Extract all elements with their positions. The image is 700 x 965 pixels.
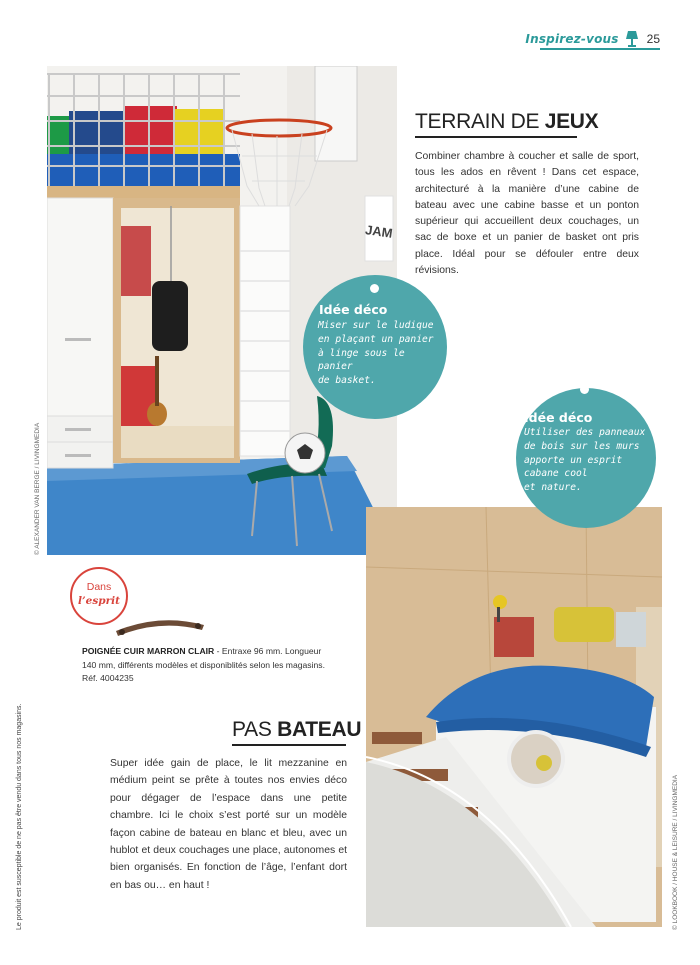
page-header	[525, 30, 660, 48]
tip2-line: Utiliser des panneaux	[524, 427, 646, 438]
lamp-icon	[625, 30, 639, 48]
legal-notice: Le produit est susceptible de ne pas être vendu dans tous nos magasins.	[16, 703, 23, 930]
page-number: 25	[646, 32, 660, 46]
tip1-line: en plaçant un panier	[318, 333, 434, 345]
badge-line1: Dans	[86, 581, 112, 593]
jam-sign-text: JAM	[364, 222, 394, 241]
article2-title	[232, 718, 361, 742]
article2-body: Super idée gain de place, le lit mezzanine en médium peint se prête à toutes nos envies déco pour dégager de l’espace dans une petite chambre. Ici le choix s’est porté sur un modèle façon cabine de bateau en blanc et bleu, avec un hublot et deux couchages une place, autonomes et bien organisés. En fonction de l’âge, l’enfant dort en bas ou… en haut !	[110, 758, 347, 891]
article1-title-rule	[415, 136, 577, 138]
tip1-text	[318, 319, 440, 388]
cabin-bed-photo	[366, 507, 662, 927]
article2-title-rule	[232, 744, 346, 746]
tip2-title: Idée déco	[524, 410, 593, 425]
tip1-line: de basket.	[318, 375, 376, 387]
tip2-text	[524, 426, 652, 495]
tip1-line: Miser sur le ludique	[318, 320, 434, 331]
photo1-credit: © ALEXANDER VAN BERGE / LIVINGMEDIA	[34, 422, 41, 555]
tip-bubble-2	[516, 388, 656, 528]
tip1-title: Idée déco	[319, 302, 388, 317]
badge-line2: l’esprit	[78, 595, 120, 607]
tip-bubble-1	[303, 275, 447, 419]
section-label: Inspirez-vous	[525, 32, 619, 46]
product-details: - Entraxe 96 mm. Longueur 140 mm, différents modèles et disponiblités selon les magasins. Réf. 4004235	[82, 646, 325, 684]
leather-handle-image	[112, 613, 208, 639]
product-name: POIGNÉE CUIR MARRON CLAIR	[82, 646, 215, 656]
tip1-line: à linge sous le panier	[318, 347, 405, 373]
tip2-line: et nature.	[524, 482, 582, 494]
article1-title	[415, 110, 598, 134]
article2-title-light: PAS	[232, 718, 278, 741]
tip2-dot	[580, 385, 589, 394]
tip2-line: apporte un esprit	[524, 454, 623, 466]
tip2-line: de bois sur les murs	[524, 440, 640, 452]
product-description	[82, 645, 334, 686]
article1-title-light: TERRAIN DE	[415, 110, 545, 133]
photo2-credit: © LOOKBOOK / HOUSE & LEISURE / LIVINGMEDIA	[672, 774, 679, 930]
article2-title-bold: BATEAU	[277, 718, 362, 741]
header-rule	[540, 48, 660, 50]
tip2-line: cabane cool	[524, 468, 588, 480]
article1-title-bold: JEUX	[544, 110, 599, 133]
tip1-dot	[370, 284, 379, 293]
article1-body: Combiner chambre à coucher et salle de sport, tous les ados en rêvent ! Dans cet espace, architecturé à la manière d’une cabine de bateau avec une cabine basse et un ponton supérieur qui accueillent deux couchages, un sac de boxe et un panier de basket ont pris place. Idéal pour se défouler entre deux révisions.	[415, 151, 639, 277]
